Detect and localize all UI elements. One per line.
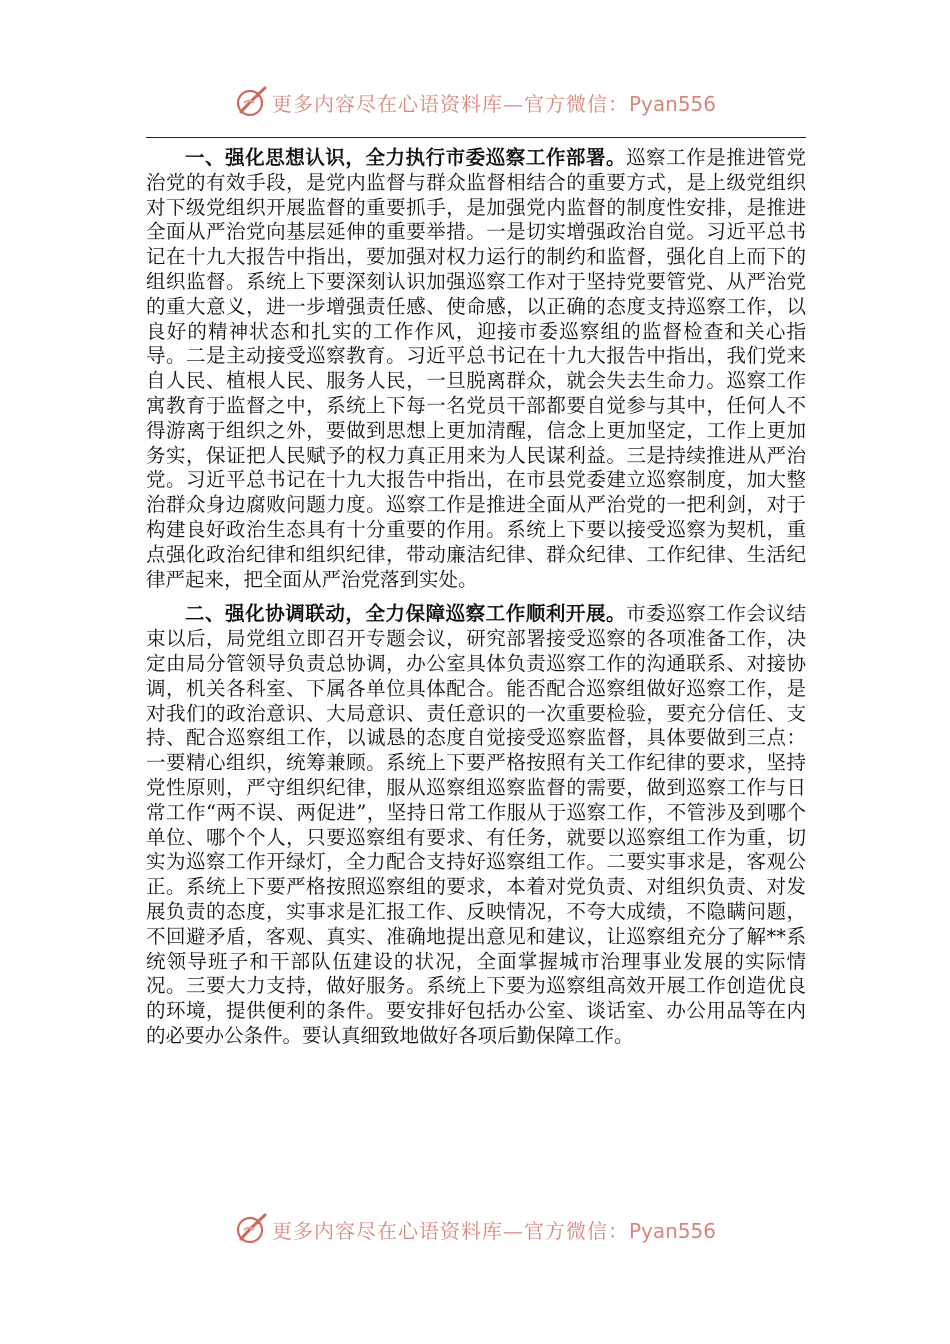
header-banner-text: 更多内容尽在心语资料库—官方微信： (271, 91, 629, 116)
section-2-text: 市委巡察工作会议结束以后，局党组立即召开专题会议，研究部署接受巡察的各项准备工作，决定由局分管领导负责总协调，办公室具体负责巡察工作的沟通联系、对接协调，机关各科室、下属各单位具体配合。能否配合巡察组做好巡察工作，是对我们的政治意识、大局意识、责任意识的一次重要检验，要充分信任、支持、配合巡察组工作，以诚恳的态度自觉接受巡察监督，具体要做到三点：一要精心组织，统筹兼顾。系统上下要严格按照有关工作纪律的要求，坚持党性原则，严守组织纪律，服从巡察组巡察监督的需要，做到巡察工作与日常工作“两不误、两促进”，坚持日常工作服从于巡察工作，不管涉及到哪个单位、哪个个人，只要巡察组有要求、有任务，就要以巡察组工作为重，切实为巡察工作开绿灯，全力配合支持好巡察组工作。二要实事求是，客观公正。系统上下要严格按照巡察组的要求，本着对党负责、对组织负责、对发展负责的态度，实事求是汇报工作、反映情况，不夸大成绩，不隐瞒问题，不回避矛盾，客观、真实、准确地提出意见和建议，让巡察组充分了解**系统领导班子和干部队伍建设的状况，全面掌握城市治理事业发展的实际情况。三要大力支持，做好服务。系统上下要为巡察组高效开展工作创造优良的环境，提供便利的条件。要安排好包括办公室、谈话室、办公用品等在内的必要办公条件。要认真细致地做好各项后勤保障工作。 (146, 602, 806, 1047)
section-paragraph-1 (146, 146, 806, 592)
header-watermark-text (272, 88, 716, 117)
header-watermark-banner (0, 82, 950, 122)
section-1-heading: 一、强化思想认识，全力执行市委巡察工作部署。 (185, 146, 627, 169)
header-banner-id: Pyan556 (628, 91, 716, 116)
footer-banner-text: 更多内容尽在心语资料库—官方微信： (271, 1218, 629, 1243)
footer-banner-id: Pyan556 (628, 1218, 716, 1243)
brush-logo-icon (234, 1212, 268, 1246)
brush-logo-icon (234, 85, 268, 119)
section-1-text: 巡察工作是推进管党治党的有效手段，是党内监督与群众监督相结合的重要方式，是上级党组织对下级党组织开展监督的重要抓手，是加强党内监督的制度性安排，是推进全面从严治党向基层延伸的重要举措。一是切实增强政治自觉。习近平总书记在十九大报告中指出，要加强对权力运行的制约和监督，强化自上而下的组织监督。系统上下要深刻认识加强巡察工作对于坚持党要管党、从严治党的重大意义，进一步增强责任感、使命感，以正确的态度支持巡察工作，以良好的精神状态和扎实的工作作风，迎接市委巡察组的监督检查和关心指导。二是主动接受巡察教育。习近平总书记在十九大报告中指出，我们党来自人民、植根人民、服务人民，一旦脱离群众，就会失去生命力。巡察工作寓教育于监督之中，系统上下每一名党员干部都要自觉参与其中，任何人不得游离于组织之外，要做到思想上更加清醒，信念上更加坚定，工作上更加务实，保证把人民赋予的权力真正用来为人民谋利益。三是持续推进从严治党。习近平总书记在十九大报告中指出，在市县党委建立巡察制度，加大整治群众身边腐败问题力度。巡察工作是推进全面从严治党的一把利剑，对于构建良好政治生态具有十分重要的作用。系统上下要以接受巡察为契机，重点强化政治纪律和组织纪律，带动廉洁纪律、群众纪律、工作纪律、生活纪律严起来，把全面从严治党落到实处。 (146, 146, 806, 591)
section-paragraph-2 (146, 602, 806, 1048)
footer-watermark-banner (0, 1209, 950, 1249)
footer-watermark-text (272, 1215, 716, 1244)
section-2-heading: 二、强化协调联动，全力保障巡察工作顺利开展。 (185, 602, 627, 626)
document-body (146, 146, 806, 1059)
header-divider (146, 137, 806, 138)
